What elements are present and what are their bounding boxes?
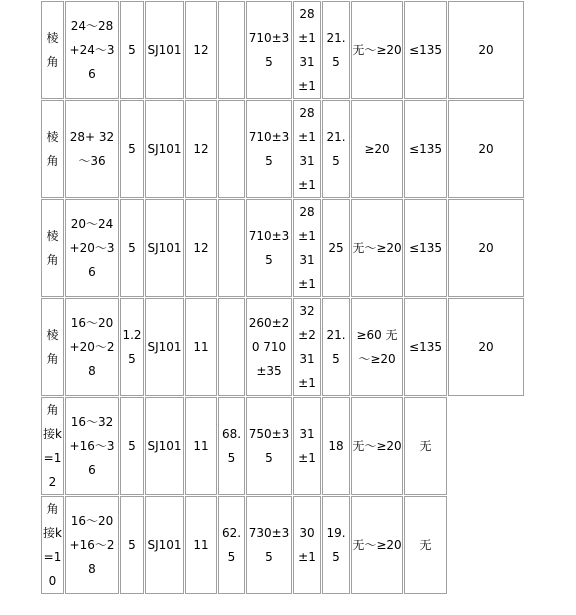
- table-row: [41, 298, 524, 396]
- current-cell: 710±35: [246, 1, 292, 99]
- hardness-cell: ≤135: [404, 100, 447, 198]
- pass-count-cell: 11: [185, 397, 217, 495]
- angle-cell: [218, 199, 245, 297]
- wire-grade-cell: SJ101: [145, 496, 184, 594]
- spec-table-container: [40, 0, 525, 595]
- current-cell: 710±35: [246, 100, 292, 198]
- angle-cell: [218, 100, 245, 198]
- speed-cell: 21.5: [322, 1, 350, 99]
- wire-grade-cell: SJ101: [145, 298, 184, 396]
- impact-cell: ≥20: [351, 100, 403, 198]
- value-cell: 5: [120, 100, 144, 198]
- joint-type-cell: 棱角: [41, 298, 64, 396]
- angle-cell: 68.5: [218, 397, 245, 495]
- welding-spec-table: [40, 0, 525, 595]
- size-range-cell: 28+ 32～36: [65, 100, 119, 198]
- hardness-cell: ≤135: [404, 298, 447, 396]
- angle-cell: 62.5: [218, 496, 245, 594]
- impact-cell: 无～≥20: [351, 199, 403, 297]
- pass-count-cell: 11: [185, 496, 217, 594]
- value-cell: 5: [120, 1, 144, 99]
- joint-type-cell: 棱角: [41, 199, 64, 297]
- wire-grade-cell: SJ101: [145, 397, 184, 495]
- extra-cell: [448, 397, 524, 495]
- size-range-cell: 24～28 +24～36: [65, 1, 119, 99]
- table-row: [41, 496, 524, 594]
- voltage-cell: 28±1 31±1: [293, 1, 321, 99]
- impact-cell: ≥60 无～≥20: [351, 298, 403, 396]
- joint-type-cell: 棱角: [41, 1, 64, 99]
- hardness-cell: ≤135: [404, 199, 447, 297]
- current-cell: 260±20 710±35: [246, 298, 292, 396]
- speed-cell: 21.5: [322, 100, 350, 198]
- pass-count-cell: 12: [185, 199, 217, 297]
- speed-cell: 21.5: [322, 298, 350, 396]
- hardness-cell: 无: [404, 496, 447, 594]
- angle-cell: [218, 298, 245, 396]
- impact-cell: 无～≥20: [351, 496, 403, 594]
- speed-cell: 18: [322, 397, 350, 495]
- impact-cell: 无～≥20: [351, 1, 403, 99]
- size-range-cell: 16～32 +16～36: [65, 397, 119, 495]
- extra-cell: 20: [448, 100, 524, 198]
- current-cell: 710±35: [246, 199, 292, 297]
- value-cell: 1.25: [120, 298, 144, 396]
- impact-cell: 无～≥20: [351, 397, 403, 495]
- size-range-cell: 16～20 +16～28: [65, 496, 119, 594]
- joint-type-cell: 角接k=10: [41, 496, 64, 594]
- pass-count-cell: 12: [185, 1, 217, 99]
- voltage-cell: 31±1: [293, 397, 321, 495]
- voltage-cell: 32±2 31±1: [293, 298, 321, 396]
- table-row: [41, 100, 524, 198]
- voltage-cell: 30±1: [293, 496, 321, 594]
- size-range-cell: 16～20 +20～28: [65, 298, 119, 396]
- value-cell: 5: [120, 199, 144, 297]
- joint-type-cell: 棱角: [41, 100, 64, 198]
- size-range-cell: 20～24 +20～36: [65, 199, 119, 297]
- wire-grade-cell: SJ101: [145, 1, 184, 99]
- value-cell: 5: [120, 397, 144, 495]
- extra-cell: 20: [448, 1, 524, 99]
- pass-count-cell: 11: [185, 298, 217, 396]
- table-body: [41, 1, 524, 594]
- current-cell: 730±35: [246, 496, 292, 594]
- pass-count-cell: 12: [185, 100, 217, 198]
- hardness-cell: 无: [404, 397, 447, 495]
- voltage-cell: 28±1 31±1: [293, 199, 321, 297]
- speed-cell: 19.5: [322, 496, 350, 594]
- extra-cell: 20: [448, 199, 524, 297]
- current-cell: 750±35: [246, 397, 292, 495]
- wire-grade-cell: SJ101: [145, 199, 184, 297]
- value-cell: 5: [120, 496, 144, 594]
- extra-cell: [448, 496, 524, 594]
- joint-type-cell: 角接k=12: [41, 397, 64, 495]
- extra-cell: 20: [448, 298, 524, 396]
- table-row: [41, 397, 524, 495]
- table-row: [41, 199, 524, 297]
- speed-cell: 25: [322, 199, 350, 297]
- table-row: [41, 1, 524, 99]
- voltage-cell: 28±1 31±1: [293, 100, 321, 198]
- angle-cell: [218, 1, 245, 99]
- hardness-cell: ≤135: [404, 1, 447, 99]
- wire-grade-cell: SJ101: [145, 100, 184, 198]
